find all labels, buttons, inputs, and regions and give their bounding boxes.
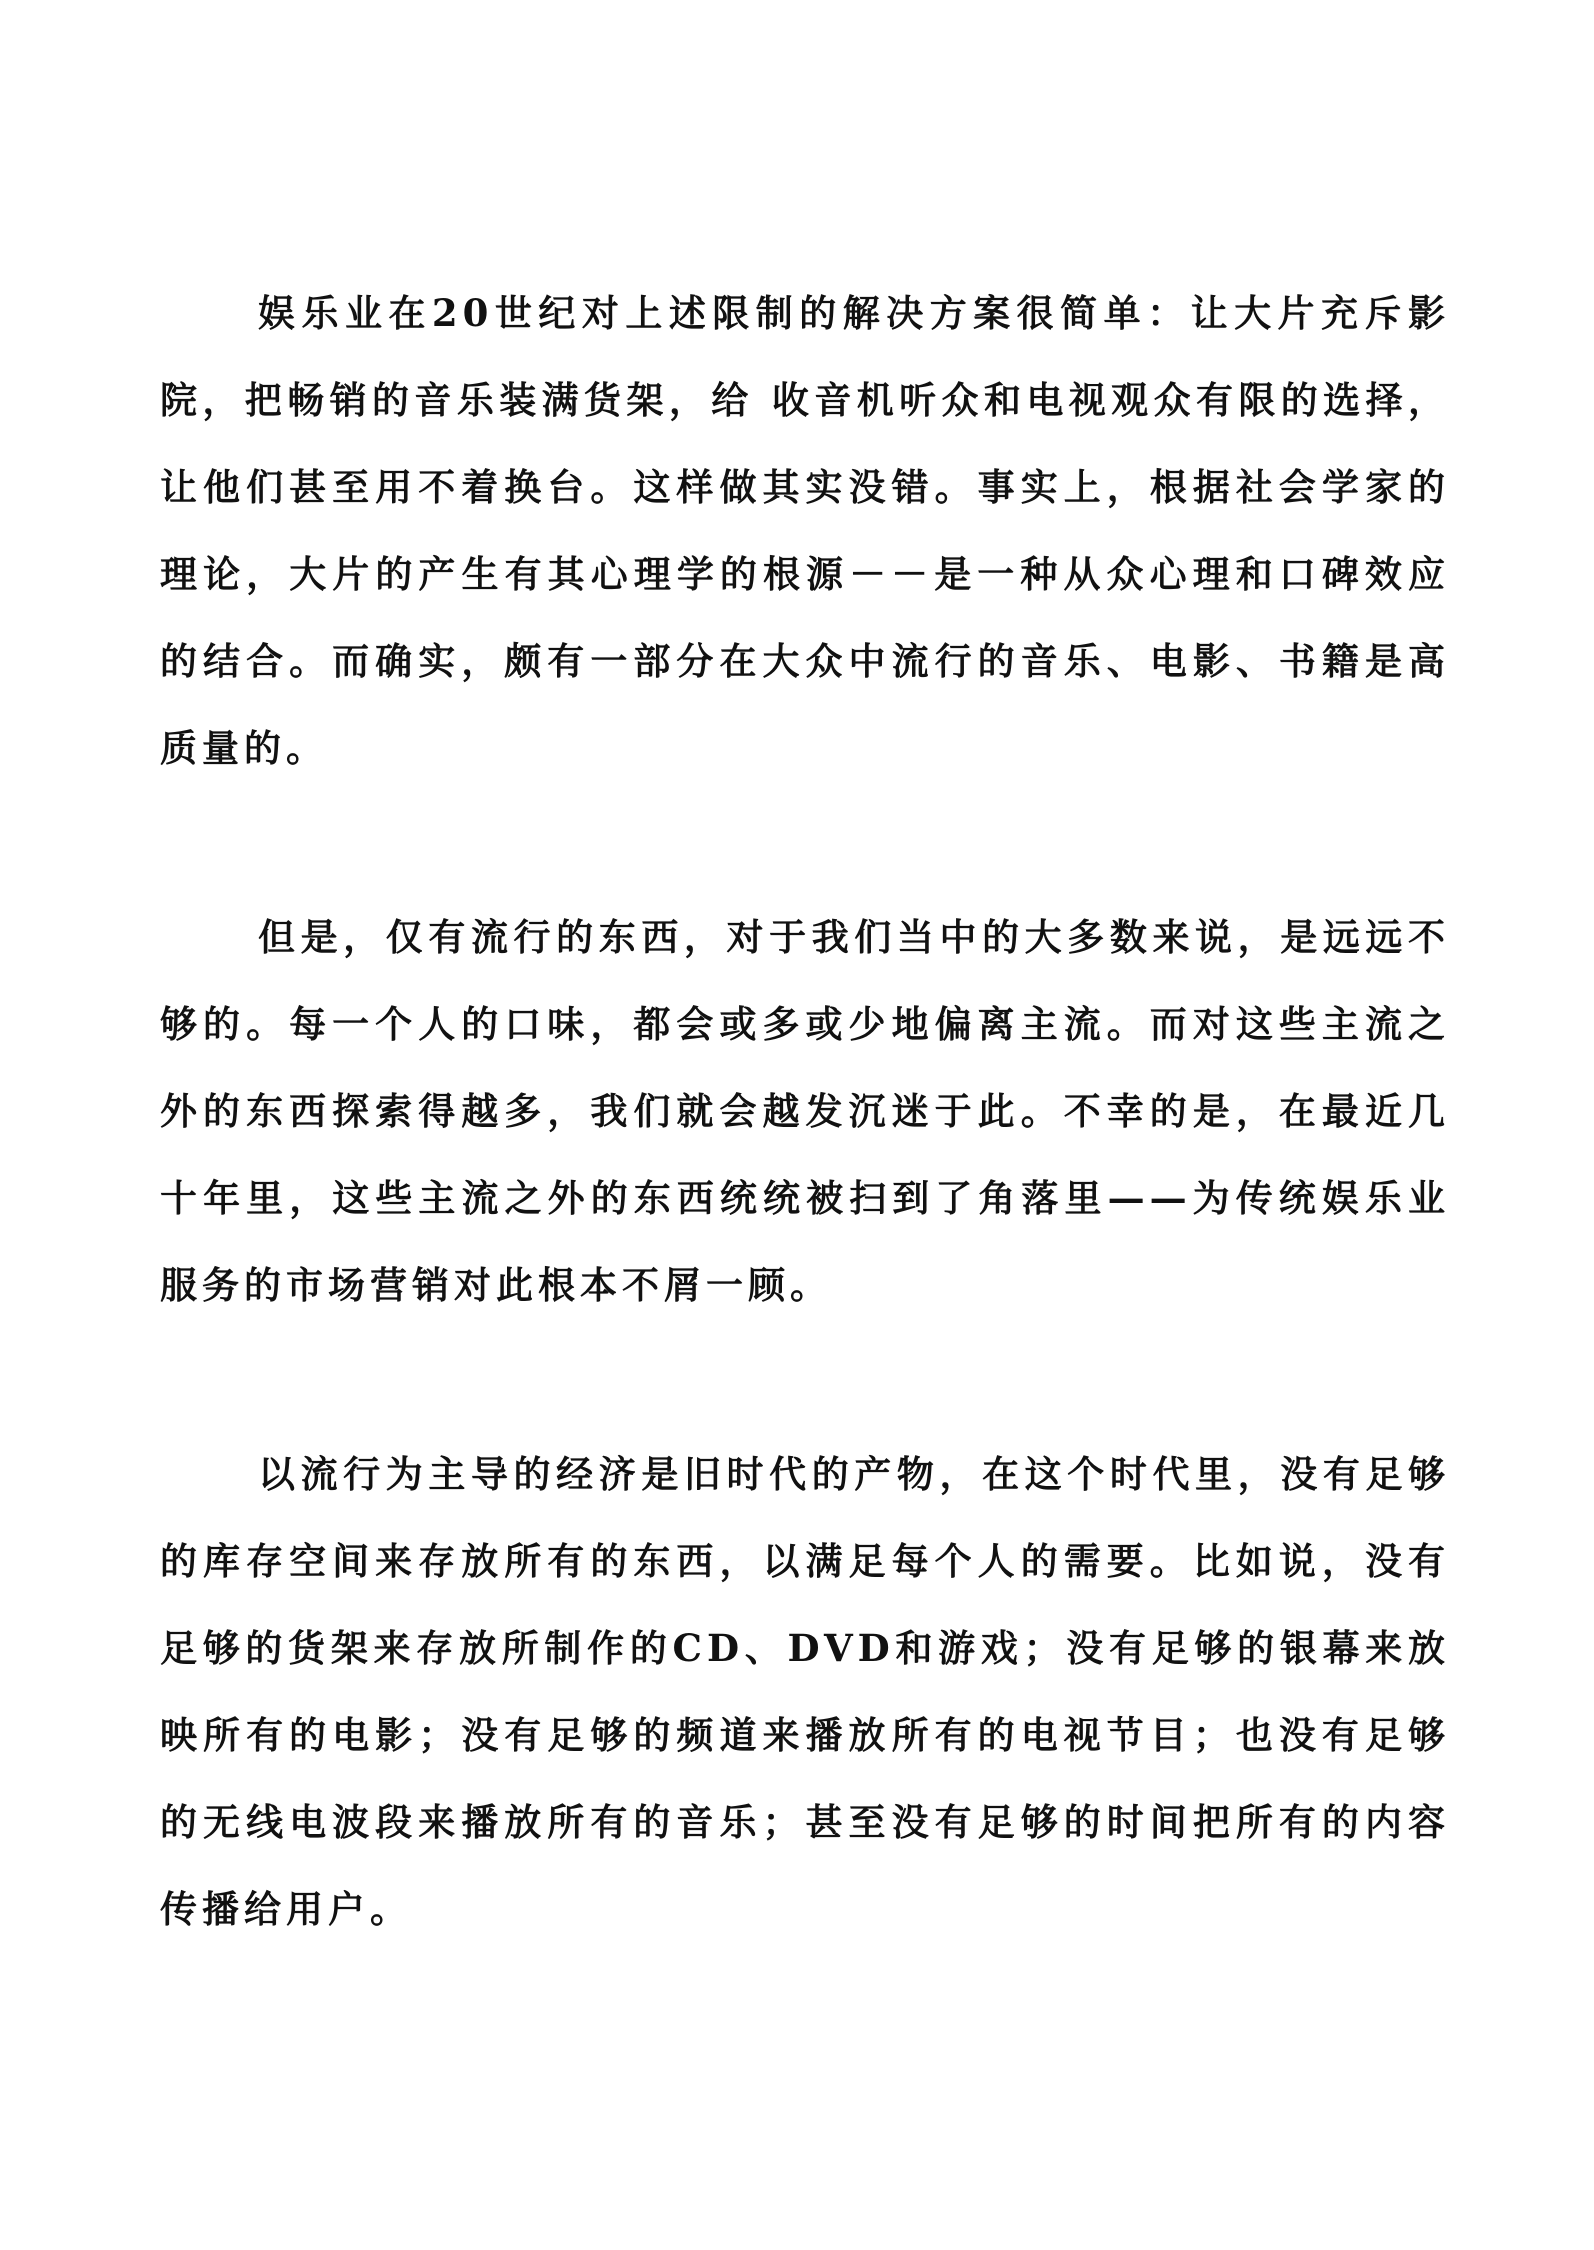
paragraph-3: 以流行为主导的经济是旧时代的产物，在这个时代里，没有足够的库存空间来存放所有的东西，以满足每个人的需要。比如说，没有足够的货架来存放所制作的CD、DVD和游戏；没有足够的银幕来放映所有的电影；没有足够的频道来播放所有的电视节目；也没有足够的无线电波段来播放所有的音乐；甚至没有足够的时间把所有的内容传播给用户。 (160, 1452, 1450, 1931)
paragraph-2: 但是，仅有流行的东西，对于我们当中的大多数来说，是远远不够的。每一个人的口味，都会或多或少地偏离主流。而对这些主流之外的东西探索得越多，我们就会越发沉迷于此。不幸的是，在最近几十年里，这些主流之外的东西统统被扫到了角落里——为传统娱乐业服务的市场营销对此根本不屑一顾。 (160, 915, 1450, 1307)
document-page (160, 270, 1450, 1953)
paragraph-1: 娱乐业在20世纪对上述限制的解决方案很简单：让大片充斥影院，把畅销的音乐装满货架，给 收音机听众和电视观众有限的选择，让他们甚至用不着换台。这样做其实没错。事实上，根据社会学家的理论，大片的产生有其心理学的根源－－是一种从众心理和口碑效应的结合。而确实，颇有一部分在大众中流行的音乐、电影、书籍是高质量的。 (160, 291, 1450, 770)
